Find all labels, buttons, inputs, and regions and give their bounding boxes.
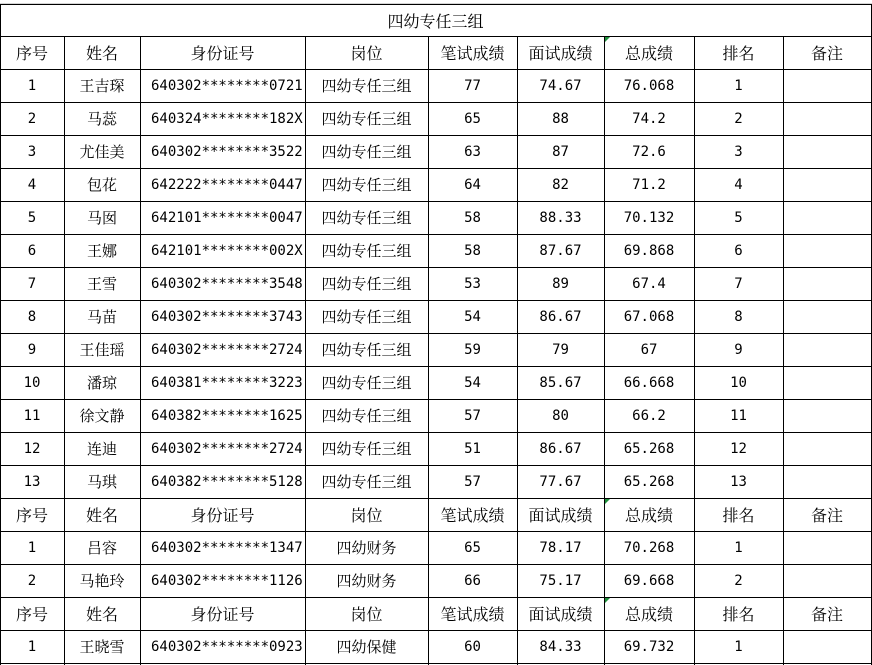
cell-rank[interactable]: 9 bbox=[734, 341, 743, 358]
cell-id-number[interactable]: 640302********2724 bbox=[151, 440, 303, 457]
cell-written-score[interactable]: 60 bbox=[464, 638, 481, 655]
header-interview-score[interactable]: 面试成绩 bbox=[528, 44, 593, 63]
cell-total-score[interactable]: 71.2 bbox=[632, 176, 666, 193]
cell-written-score[interactable]: 57 bbox=[464, 473, 481, 490]
row-border bbox=[0, 465, 872, 466]
cell-name[interactable]: 吕容 bbox=[86, 539, 117, 557]
cell-seq[interactable]: 8 bbox=[27, 308, 37, 325]
row-border bbox=[0, 267, 872, 268]
row-border bbox=[0, 498, 872, 499]
row-border bbox=[0, 432, 872, 433]
cell-rank[interactable]: 11 bbox=[730, 407, 747, 424]
row-border bbox=[0, 597, 872, 598]
column-border bbox=[140, 36, 141, 665]
cell-written-score[interactable]: 57 bbox=[464, 407, 481, 424]
cell-id-number[interactable]: 640324********182X bbox=[151, 110, 303, 127]
cell-total-score[interactable]: 65.268 bbox=[623, 440, 675, 457]
cell-id-number[interactable]: 640302********3743 bbox=[151, 308, 303, 325]
cell-remark[interactable] bbox=[783, 300, 871, 333]
row-border bbox=[0, 300, 872, 301]
cell-seq[interactable]: 7 bbox=[27, 275, 37, 292]
cell-total-score[interactable]: 70.132 bbox=[623, 209, 675, 226]
cell-total-score[interactable]: 69.668 bbox=[623, 572, 675, 589]
header-total-score[interactable]: 总成绩 bbox=[624, 605, 673, 624]
row-border bbox=[0, 663, 872, 664]
cell-rank[interactable]: 7 bbox=[734, 275, 743, 292]
row-border bbox=[0, 102, 872, 103]
cell-position[interactable]: 四幼保健 bbox=[336, 638, 397, 656]
cell-name[interactable]: 潘琼 bbox=[86, 374, 117, 392]
cell-name[interactable]: 王晓雪 bbox=[79, 638, 125, 656]
cell-total-score[interactable]: 66.2 bbox=[632, 407, 666, 424]
cell-position[interactable]: 四幼专任三组 bbox=[321, 341, 412, 359]
cell-total-score[interactable]: 76.068 bbox=[623, 77, 675, 94]
cell-name[interactable]: 王吉琛 bbox=[79, 77, 125, 95]
cell-position[interactable]: 四幼专任三组 bbox=[321, 407, 412, 425]
cell-total-score[interactable]: 67 bbox=[640, 341, 658, 358]
cell-name[interactable]: 王娜 bbox=[86, 242, 117, 260]
header-remark[interactable]: 备注 bbox=[810, 506, 843, 525]
cell-position[interactable]: 四幼专任三组 bbox=[321, 374, 412, 392]
cell-total-score[interactable]: 66.668 bbox=[623, 374, 675, 391]
row-border bbox=[0, 564, 872, 565]
column-border bbox=[305, 36, 306, 665]
cell-name[interactable]: 连迪 bbox=[86, 440, 117, 458]
cell-rank[interactable]: 5 bbox=[734, 209, 743, 226]
cell-id-number[interactable]: 640302********0721 bbox=[151, 77, 303, 94]
cell-rank[interactable]: 13 bbox=[730, 473, 747, 490]
cell-id-number[interactable]: 640302********2724 bbox=[151, 341, 303, 358]
header-name[interactable]: 姓名 bbox=[85, 44, 118, 63]
header-interview-score[interactable]: 面试成绩 bbox=[528, 506, 593, 525]
comment-marker-icon bbox=[605, 499, 610, 504]
cell-name[interactable]: 王雪 bbox=[86, 275, 117, 293]
cell-rank[interactable]: 10 bbox=[730, 374, 747, 391]
cell-id-number[interactable]: 640302********1347 bbox=[151, 539, 303, 556]
header-id-number[interactable]: 身份证号 bbox=[190, 506, 255, 525]
cell-total-score[interactable]: 72.6 bbox=[632, 143, 666, 160]
cell-seq[interactable]: 10 bbox=[23, 374, 41, 391]
cell-remark[interactable] bbox=[783, 201, 871, 234]
cell-written-score[interactable]: 51 bbox=[464, 440, 481, 457]
cell-interview-score[interactable]: 86.67 bbox=[539, 308, 582, 325]
comment-marker-icon bbox=[605, 598, 610, 603]
header-written-score[interactable]: 笔试成绩 bbox=[440, 605, 505, 624]
cell-id-number[interactable]: 642101********002X bbox=[151, 242, 303, 259]
cell-interview-score[interactable]: 78.17 bbox=[539, 539, 582, 556]
column-border bbox=[428, 36, 429, 665]
cell-remark[interactable] bbox=[783, 333, 871, 366]
cell-seq[interactable]: 2 bbox=[27, 110, 37, 127]
row-border bbox=[0, 168, 872, 169]
cell-position[interactable]: 四幼专任三组 bbox=[321, 110, 412, 128]
header-seq[interactable]: 序号 bbox=[15, 44, 48, 63]
cell-id-number[interactable]: 640302********3522 bbox=[151, 143, 303, 160]
cell-rank[interactable]: 12 bbox=[730, 440, 747, 457]
cell-interview-score[interactable]: 77.67 bbox=[539, 473, 582, 490]
row-border bbox=[0, 366, 872, 367]
cell-seq[interactable]: 6 bbox=[27, 242, 37, 259]
header-remark[interactable]: 备注 bbox=[810, 605, 843, 624]
row-border bbox=[0, 69, 872, 70]
column-border bbox=[604, 36, 605, 665]
row-border bbox=[0, 201, 872, 202]
cell-position[interactable]: 四幼专任三组 bbox=[321, 176, 412, 194]
header-rank[interactable]: 排名 bbox=[722, 605, 755, 624]
cell-remark[interactable] bbox=[783, 234, 871, 267]
cell-seq[interactable]: 9 bbox=[27, 341, 37, 358]
column-border bbox=[517, 36, 518, 665]
row-border bbox=[0, 234, 872, 235]
table-title[interactable]: 四幼专任三组 bbox=[387, 11, 484, 31]
cell-rank[interactable]: 3 bbox=[734, 143, 743, 160]
row-border bbox=[0, 531, 872, 532]
cell-id-number[interactable]: 642222********0447 bbox=[151, 176, 303, 193]
cell-written-score[interactable]: 77 bbox=[464, 77, 481, 94]
row-border bbox=[0, 399, 872, 400]
header-id-number[interactable]: 身份证号 bbox=[190, 44, 255, 63]
cell-interview-score[interactable]: 87 bbox=[552, 143, 569, 160]
header-position[interactable]: 岗位 bbox=[350, 506, 383, 525]
cell-id-number[interactable]: 642101********0047 bbox=[151, 209, 303, 226]
cell-seq[interactable]: 1 bbox=[27, 638, 37, 655]
cell-name[interactable]: 马苗 bbox=[86, 308, 117, 326]
cell-rank[interactable]: 1 bbox=[734, 539, 743, 556]
cell-position[interactable]: 四幼专任三组 bbox=[321, 308, 412, 326]
cell-name[interactable]: 马蕊 bbox=[86, 110, 117, 128]
header-seq[interactable]: 序号 bbox=[15, 605, 48, 624]
cell-interview-score[interactable]: 86.67 bbox=[539, 440, 582, 457]
row-border bbox=[0, 36, 872, 37]
cell-seq[interactable]: 13 bbox=[23, 473, 41, 490]
cell-written-score[interactable]: 53 bbox=[464, 275, 481, 292]
cell-written-score[interactable]: 66 bbox=[464, 572, 481, 589]
cell-name[interactable]: 包花 bbox=[86, 176, 117, 194]
cell-remark[interactable] bbox=[783, 366, 871, 399]
cell-id-number[interactable]: 640302********1126 bbox=[151, 572, 303, 589]
cell-remark[interactable] bbox=[783, 432, 871, 465]
cell-interview-score[interactable]: 88.33 bbox=[539, 209, 582, 226]
cell-name[interactable]: 尤佳美 bbox=[79, 143, 125, 161]
cell-name[interactable]: 马艳玲 bbox=[79, 572, 125, 590]
cell-position[interactable]: 四幼专任三组 bbox=[321, 275, 412, 293]
cell-id-number[interactable]: 640382********5128 bbox=[151, 473, 303, 490]
column-border bbox=[64, 36, 65, 665]
cell-written-score[interactable]: 65 bbox=[464, 110, 481, 127]
header-seq[interactable]: 序号 bbox=[15, 506, 48, 525]
cell-written-score[interactable]: 65 bbox=[464, 539, 481, 556]
row-border bbox=[0, 630, 872, 631]
header-name[interactable]: 姓名 bbox=[85, 605, 118, 624]
cell-interview-score[interactable]: 75.17 bbox=[539, 572, 582, 589]
cell-remark[interactable] bbox=[783, 531, 871, 564]
cell-name[interactable]: 徐文静 bbox=[79, 407, 125, 425]
header-rank[interactable]: 排名 bbox=[722, 44, 755, 63]
cell-position[interactable]: 四幼专任三组 bbox=[321, 209, 412, 227]
header-position[interactable]: 岗位 bbox=[350, 605, 383, 624]
header-remark[interactable]: 备注 bbox=[810, 44, 843, 63]
cell-total-score[interactable]: 67.068 bbox=[623, 308, 675, 325]
column-border bbox=[694, 36, 695, 665]
cell-id-number[interactable]: 640302********3548 bbox=[151, 275, 303, 292]
header-written-score[interactable]: 笔试成绩 bbox=[440, 44, 505, 63]
header-name[interactable]: 姓名 bbox=[85, 506, 118, 525]
cell-interview-score[interactable]: 87.67 bbox=[539, 242, 582, 259]
cell-remark[interactable] bbox=[783, 69, 871, 102]
cell-seq[interactable]: 11 bbox=[23, 407, 41, 424]
header-rank[interactable]: 排名 bbox=[722, 506, 755, 525]
cell-interview-score[interactable]: 84.33 bbox=[539, 638, 582, 655]
cell-written-score[interactable]: 63 bbox=[464, 143, 481, 160]
cell-rank[interactable]: 6 bbox=[734, 242, 743, 259]
cell-seq[interactable]: 1 bbox=[27, 77, 37, 94]
cell-interview-score[interactable]: 82 bbox=[552, 176, 569, 193]
header-id-number[interactable]: 身份证号 bbox=[190, 605, 255, 624]
cell-interview-score[interactable]: 79 bbox=[552, 341, 569, 358]
cell-rank[interactable]: 1 bbox=[734, 77, 743, 94]
cell-remark[interactable] bbox=[783, 465, 871, 498]
cell-position[interactable]: 四幼专任三组 bbox=[321, 77, 412, 95]
cell-total-score[interactable]: 67.4 bbox=[632, 275, 666, 292]
cell-name[interactable]: 王佳瑶 bbox=[79, 341, 125, 359]
cell-total-score[interactable]: 74.2 bbox=[632, 110, 666, 127]
cell-written-score[interactable]: 58 bbox=[464, 209, 481, 226]
cell-rank[interactable]: 1 bbox=[734, 638, 743, 655]
cell-rank[interactable]: 8 bbox=[734, 308, 743, 325]
cell-position[interactable]: 四幼财务 bbox=[336, 539, 397, 557]
cell-seq[interactable]: 4 bbox=[27, 176, 37, 193]
comment-marker-icon bbox=[605, 37, 610, 42]
cell-rank[interactable]: 2 bbox=[734, 110, 743, 127]
cell-position[interactable]: 四幼专任三组 bbox=[321, 473, 412, 491]
cell-rank[interactable]: 2 bbox=[734, 572, 743, 589]
column-border bbox=[783, 36, 784, 665]
cell-remark[interactable] bbox=[783, 267, 871, 300]
column-border bbox=[0, 4, 1, 665]
cell-interview-score[interactable]: 74.67 bbox=[539, 77, 582, 94]
header-interview-score[interactable]: 面试成绩 bbox=[528, 605, 593, 624]
cell-written-score[interactable]: 54 bbox=[464, 374, 481, 391]
header-total-score[interactable]: 总成绩 bbox=[624, 506, 673, 525]
cell-position[interactable]: 四幼专任三组 bbox=[321, 440, 412, 458]
cell-name[interactable]: 马琪 bbox=[86, 473, 117, 491]
cell-remark[interactable] bbox=[783, 102, 871, 135]
cell-id-number[interactable]: 640381********3223 bbox=[151, 374, 303, 391]
cell-position[interactable]: 四幼专任三组 bbox=[321, 242, 412, 260]
cell-position[interactable]: 四幼专任三组 bbox=[321, 143, 412, 161]
cell-name[interactable]: 马囡 bbox=[86, 209, 117, 227]
cell-seq[interactable]: 5 bbox=[27, 209, 37, 226]
cell-written-score[interactable]: 58 bbox=[464, 242, 481, 259]
cell-position[interactable]: 四幼财务 bbox=[336, 572, 397, 590]
header-total-score[interactable]: 总成绩 bbox=[624, 44, 673, 63]
cell-interview-score[interactable]: 85.67 bbox=[539, 374, 582, 391]
cell-id-number[interactable]: 640382********1625 bbox=[151, 407, 303, 424]
cell-remark[interactable] bbox=[783, 135, 871, 168]
cell-written-score[interactable]: 54 bbox=[464, 308, 481, 325]
cell-written-score[interactable]: 64 bbox=[464, 176, 481, 193]
row-border bbox=[0, 135, 872, 136]
cell-id-number[interactable]: 640302********0923 bbox=[151, 638, 303, 655]
cell-seq[interactable]: 1 bbox=[27, 539, 37, 556]
cell-remark[interactable] bbox=[783, 630, 871, 663]
cell-rank[interactable]: 4 bbox=[734, 176, 743, 193]
cell-seq[interactable]: 3 bbox=[27, 143, 37, 160]
cell-interview-score[interactable]: 88 bbox=[552, 110, 569, 127]
cell-total-score[interactable]: 70.268 bbox=[623, 539, 675, 556]
cell-total-score[interactable]: 65.268 bbox=[623, 473, 675, 490]
cell-seq[interactable]: 2 bbox=[27, 572, 37, 589]
cell-total-score[interactable]: 69.868 bbox=[623, 242, 675, 259]
cell-seq[interactable]: 12 bbox=[23, 440, 41, 457]
cell-remark[interactable] bbox=[783, 564, 871, 597]
row-border bbox=[0, 4, 872, 5]
row-border bbox=[0, 333, 872, 334]
cell-remark[interactable] bbox=[783, 399, 871, 432]
header-position[interactable]: 岗位 bbox=[350, 44, 383, 63]
cell-remark[interactable] bbox=[783, 168, 871, 201]
header-written-score[interactable]: 笔试成绩 bbox=[440, 506, 505, 525]
cell-interview-score[interactable]: 80 bbox=[552, 407, 569, 424]
cell-total-score[interactable]: 69.732 bbox=[623, 638, 675, 655]
cell-written-score[interactable]: 59 bbox=[464, 341, 481, 358]
cell-interview-score[interactable]: 89 bbox=[552, 275, 569, 292]
